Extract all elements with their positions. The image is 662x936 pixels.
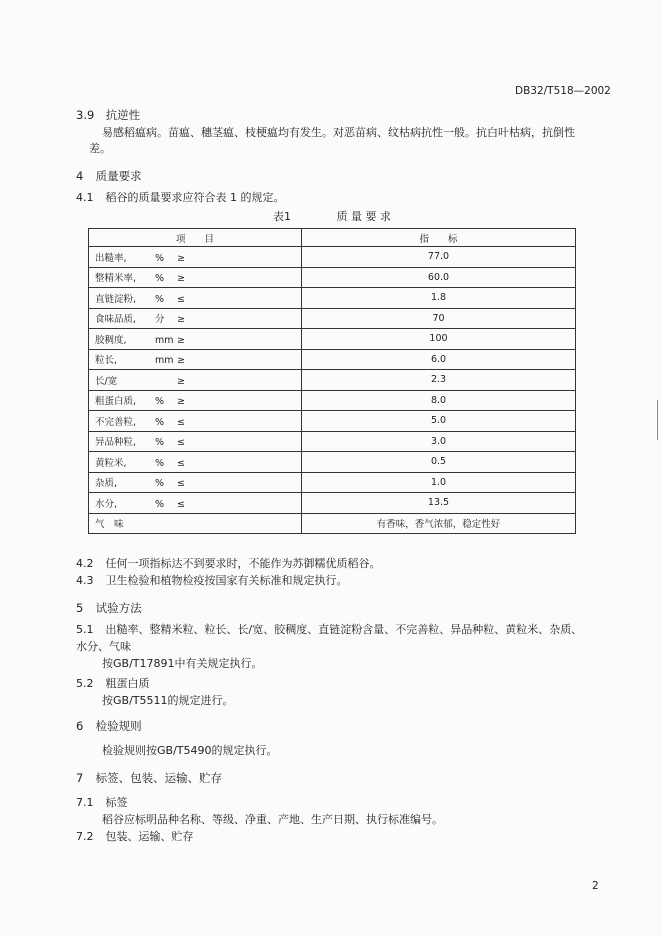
table-row (89, 472, 576, 493)
section-text: 任何一项指标达不到要求时，不能作为苏御糯优质稻谷。 (105, 557, 381, 570)
section-3-9-heading (76, 107, 140, 123)
item-cell (89, 349, 302, 370)
item-symbol: ≥ (177, 396, 185, 408)
section-number: 7.1 (76, 796, 94, 809)
section-title: 试验方法 (95, 601, 142, 615)
section-5-1-line3: 按GB/T17891中有关规定执行。 (102, 657, 263, 670)
item-cell (89, 493, 302, 514)
section-5-2-text: 按GB/T5511的规定进行。 (102, 694, 234, 707)
section-4-2 (76, 556, 381, 572)
section-number: 7 (76, 771, 84, 785)
value-cell: 3.0 (302, 431, 576, 452)
quality-requirements-table (88, 228, 576, 534)
section-5-heading (76, 600, 142, 616)
item-name: 杂质, (95, 478, 118, 490)
item-cell (89, 267, 302, 288)
section-title: 粗蛋白质 (105, 677, 150, 690)
item-unit: % (155, 457, 165, 469)
item-cell (89, 247, 302, 268)
value-cell: 8.0 (302, 390, 576, 411)
item-symbol: ≥ (177, 252, 185, 264)
section-number: 5 (76, 601, 84, 615)
table-row (89, 431, 576, 452)
section-6-heading (76, 718, 142, 734)
table-row (89, 452, 576, 473)
item-cell (89, 329, 302, 350)
item-unit: % (155, 252, 165, 264)
section-3-9-line1: 易感稻瘟病。苗瘟、穗茎瘟、枝梗瘟均有发生。对恶苗病、纹枯病抗性一般。抗白叶枯病，抗倒性 (102, 126, 575, 139)
value-cell: 1.0 (302, 472, 576, 493)
value-cell: 100 (302, 329, 576, 350)
table-number: 表1 (273, 210, 291, 223)
item-unit: % (155, 498, 165, 510)
section-title: 包装、运输、贮存 (105, 830, 194, 843)
item-name: 黄粒米, (95, 457, 127, 469)
section-title: 抗逆性 (105, 108, 141, 122)
table-row (89, 411, 576, 432)
section-4-1 (76, 190, 285, 206)
value-cell: 13.5 (302, 493, 576, 514)
item-name: 直链淀粉, (95, 293, 137, 305)
value-cell: 有香味，香气浓郁，稳定性好 (302, 513, 576, 534)
section-number: 5.1 (76, 623, 94, 636)
value-cell: 1.8 (302, 288, 576, 309)
table-row (89, 513, 576, 534)
value-cell: 60.0 (302, 267, 576, 288)
section-5-1-line2: 水分、气味 (76, 640, 131, 653)
item-cell (89, 513, 302, 534)
item-unit: % (155, 478, 165, 490)
item-cell (89, 472, 302, 493)
item-symbol: ≤ (177, 437, 185, 449)
item-symbol: ≤ (177, 498, 185, 510)
section-number: 4 (76, 169, 84, 183)
section-title: 标签、包装、运输、贮存 (95, 771, 223, 785)
item-cell (89, 431, 302, 452)
section-text: 稻谷的质量要求应符合表 1 的规定。 (105, 191, 285, 204)
table-row (89, 349, 576, 370)
table-row (89, 267, 576, 288)
item-name: 整精米率, (95, 273, 137, 285)
value-cell: 77.0 (302, 247, 576, 268)
item-unit: % (155, 396, 165, 408)
section-7-1-text: 稻谷应标明品种名称、等级、净重、产地、生产日期、执行标准编号。 (102, 813, 443, 826)
table-header-row (89, 229, 576, 247)
table-row (89, 329, 576, 350)
item-symbol: ≥ (177, 375, 185, 387)
section-3-9-line2: 差。 (89, 142, 111, 155)
section-6-text: 检验规则按GB/T5490的规定执行。 (102, 744, 278, 757)
item-unit: % (155, 416, 165, 428)
item-name: 异品种粒, (95, 437, 137, 449)
section-7-2-heading (76, 829, 194, 845)
item-name: 不完善粒, (95, 416, 137, 428)
value-cell: 2.3 (302, 370, 576, 391)
value-cell: 70 (302, 308, 576, 329)
item-unit: 分 (155, 314, 165, 326)
value-cell: 6.0 (302, 349, 576, 370)
item-cell (89, 288, 302, 309)
section-title: 质量要求 (95, 169, 142, 183)
item-cell (89, 390, 302, 411)
table-caption (273, 208, 391, 224)
item-symbol: ≥ (177, 355, 185, 367)
item-cell (89, 452, 302, 473)
item-symbol: ≥ (177, 273, 185, 285)
item-name: 气 味 (95, 519, 124, 531)
item-name: 食味品质, (95, 314, 137, 326)
table-row (89, 308, 576, 329)
table-title: 质 量 要 求 (336, 210, 391, 223)
value-cell: 5.0 (302, 411, 576, 432)
item-symbol: ≤ (177, 293, 185, 305)
table-row (89, 288, 576, 309)
table-row (89, 493, 576, 514)
item-name: 出糙率, (95, 252, 127, 264)
item-unit: % (155, 437, 165, 449)
section-7-1-heading (76, 795, 128, 811)
item-cell (89, 370, 302, 391)
item-name: 胶稠度, (95, 334, 127, 346)
item-unit: mm (155, 334, 174, 346)
section-title: 检验规则 (95, 719, 142, 733)
section-4-3 (76, 573, 348, 589)
item-symbol: ≤ (177, 457, 185, 469)
table-row (89, 247, 576, 268)
section-number: 5.2 (76, 677, 94, 690)
value-cell: 0.5 (302, 452, 576, 473)
item-unit: mm (155, 355, 174, 367)
document-code: DB32/T518—2002 (515, 85, 611, 97)
section-number: 4.1 (76, 191, 94, 204)
scan-edge-line (657, 400, 658, 440)
section-number: 4.2 (76, 557, 94, 570)
section-number: 7.2 (76, 830, 94, 843)
item-name: 水分, (95, 498, 118, 510)
item-name: 粒长, (95, 355, 118, 367)
header-item: 项 目 (89, 229, 302, 247)
item-unit: % (155, 293, 165, 305)
item-symbol: ≤ (177, 478, 185, 490)
table-row (89, 370, 576, 391)
section-5-1-line1 (76, 622, 582, 638)
item-unit: % (155, 273, 165, 285)
section-text: 出糙率、整精米粒、粒长、长/宽、胶稠度、直链淀粉含量、不完善粒、异品种粒、黄粒米、杂质、 (105, 623, 583, 636)
header-value: 指 标 (302, 229, 576, 247)
item-symbol: ≤ (177, 416, 185, 428)
item-cell (89, 411, 302, 432)
item-name: 粗蛋白质, (95, 396, 137, 408)
section-number: 4.3 (76, 574, 94, 587)
page-number: 2 (592, 880, 599, 892)
section-7-heading (76, 770, 222, 786)
item-name: 长/宽 (95, 375, 118, 387)
section-5-2-heading (76, 676, 150, 692)
section-number: 3.9 (76, 108, 95, 122)
table-row (89, 390, 576, 411)
item-symbol: ≥ (177, 334, 185, 346)
item-symbol: ≥ (177, 314, 185, 326)
section-4-heading (76, 168, 142, 184)
item-cell (89, 308, 302, 329)
section-title: 标签 (105, 796, 128, 809)
section-text: 卫生检验和植物检疫按国家有关标准和规定执行。 (105, 574, 348, 587)
section-number: 6 (76, 719, 84, 733)
